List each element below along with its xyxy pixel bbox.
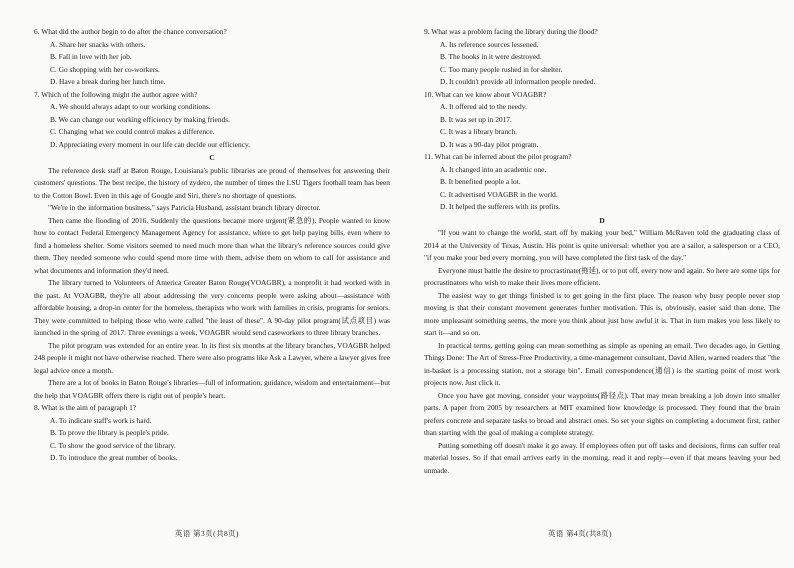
right-column (424, 26, 780, 477)
page-footer-left: 英语 第3页(共8页) (175, 529, 240, 538)
option: C. Too many people rushed in for shelter. (440, 64, 563, 74)
question-7: 7. Which of the following might the author agree with? (34, 89, 198, 99)
passage-paragraph: The library turned to Volunteers of America Greater Baton Rouge(VOAGBR), a nonprofit it had worked with in the past. At VOAGBR, they're all about addressing the very concerns people were asking about—assistance with affordable housing, a drop-in center for the homeless, therapists who work with families in crisis, programs for seniors. They were committed to helping those who were called "the least of these". A 90-day pilot program(试点项目) was launched in the spring of 2017. Three evenings a week, VOAGBR would send caseworkers to three library branches. (34, 278, 390, 337)
passage-paragraph: "If you want to change the world, start off by making your bed," William McRaven told the graduating class of 2014 at the University of Texas, Austin. His point is quite universal: whether you are a sailor, a salesperson or a CEO, "if you make your bed every morning, you will have completed the first task of the day." (424, 228, 780, 262)
option: B. To prove the library is people's pride. (50, 428, 169, 437)
passage-paragraph: The pilot program was extended for an entire year. In its first six months at the library branches, VOAGBR helped 248 people it might not have otherwise reached. There were also programs like Ask a Lawyer, where a lawyer gives free legal advice once a month. (34, 340, 390, 375)
option: C. Go shopping with her co-workers. (50, 64, 160, 74)
option: B. Fall in love with her job. (50, 52, 132, 61)
question-11: 11. What can be inferred about the pilot program? (424, 152, 572, 161)
question-8: 8. What is the aim of paragraph 1? (34, 403, 137, 412)
question-10: 10. What can we know about VOAGBR? (424, 89, 547, 99)
passage-paragraph: Then came the flooding of 2016. Suddenly the questions became more urgent(紧急的). People wanted to know how to contact Federal Emergency Management Agency for assistance, where to get help paying bills, even where to find a homeless shelter. Some visitors seemed to need much more than what the library's reference sources could give them. They needed someone who could spend more time with them, advise them on whom to call for assistance and what documents and information they'd need. (34, 215, 390, 275)
option: D. To introduce the great number of books. (50, 453, 178, 462)
passage-paragraph: Once you have got moving, consider your waypoints(路径点). That may mean breaking a job down into smaller parts. A paper from 2005 by researchers at MIT examined how knowledge is processed. They found that the brain prefers concrete and separate tasks to broad and abstract ones. So set your sights on completing a document first, rather than starting with the goal of making a complete strategy. (424, 390, 780, 437)
option: A. We should always adapt to our working conditions. (50, 102, 211, 111)
option: C. Changing what we could control makes a difference. (50, 127, 215, 136)
option: A. It changed into an academic one. (440, 164, 547, 174)
passage-paragraph: "We're in the information business," says Patricia Husband, assistant branch library director. (48, 203, 321, 212)
option: A. It offered aid to the needy. (440, 102, 527, 111)
section-heading-c: C (209, 153, 215, 162)
question-9: 9. What was a problem facing the library during the flood? (424, 27, 598, 36)
option: D. Have a break during her lunch time. (50, 77, 166, 86)
option: D. It was a 90-day pilot program. (440, 139, 539, 149)
option: A. To indicate staff's work is hard. (50, 415, 152, 425)
option: B. The books in it were destroyed. (440, 52, 542, 61)
option: C. It advertised VOAGBR in the world. (440, 189, 558, 199)
option: D. Appreciating every moment in our life can decide our efficiency. (50, 139, 251, 149)
option: B. We can change our working efficiency by making friends. (50, 114, 230, 124)
passage-paragraph: Everyone must battle the desire to procrastinate(拖延), or to put off, every now and again. So here are some tips for procrastinators who wish to make their lives more efficient. (424, 265, 780, 287)
passage-paragraph: The reference desk staff at Baton Rouge, Louisiana's public libraries are proud of themselves for answering their customers' questions. The best recipe, the history of zydeco, the number of times the LSU Tigers football team has been to the Cotton Bowl. Even in this age of Google and Siri, there's no shortage of questions. (34, 165, 390, 200)
option: C. To show the good service of the library. (50, 440, 176, 450)
passage-paragraph: There are a lot of books in Baton Rouge's libraries—full of information, guidance, wisdom and entertainment—but the help that VOAGBR offers there is right out of people's heart. (34, 378, 390, 400)
option: A. Its reference sources lessened. (440, 39, 539, 49)
left-column (34, 26, 390, 465)
option: D. It helped the sufferers with its profits. (440, 202, 561, 211)
question-6: 6. What did the author begin to do after the chance conversation? (34, 27, 227, 36)
passage-paragraph: Putting something off doesn't make it go away. If employees often put off tasks and decisions, firms can suffer real material losses. So if that email arrives early in the morning, read it and reply—even if that means leaving your bed unmade. (424, 440, 780, 475)
option: A. Share her snacks with others. (50, 39, 146, 49)
option: D. It couldn't provide all information people needed. (440, 77, 596, 86)
option: B. It was set up in 2017. (440, 114, 512, 124)
page-footer-right: 英语 第4页(共8页) (548, 529, 613, 538)
section-heading-d: D (599, 215, 605, 225)
passage-paragraph: The easiest way to get things finished is to get going in the first place. The reason why busy people never stop moving is that their constant movement generates further motivation. This is, obviously, easier said than done. The more unpleasant something seems, the more you think about just how awful it is. That in turn makes you less likely to start it—and so on. (424, 290, 780, 337)
option: B. It benefited people a lot. (440, 177, 521, 186)
passage-paragraph: In practical terms, getting going can mean something as simple as opening an email. Two decades ago, in Getting Things Done: The Art of Stress-Free Productivity, a time-management consultant, David Allen, warned readers that "the in-basket is a processing station, not a storage bin". Email correspondence(通信) is the starting point of most work projects now. Just click it. (424, 340, 780, 387)
option: C. It was a library branch. (440, 127, 517, 136)
